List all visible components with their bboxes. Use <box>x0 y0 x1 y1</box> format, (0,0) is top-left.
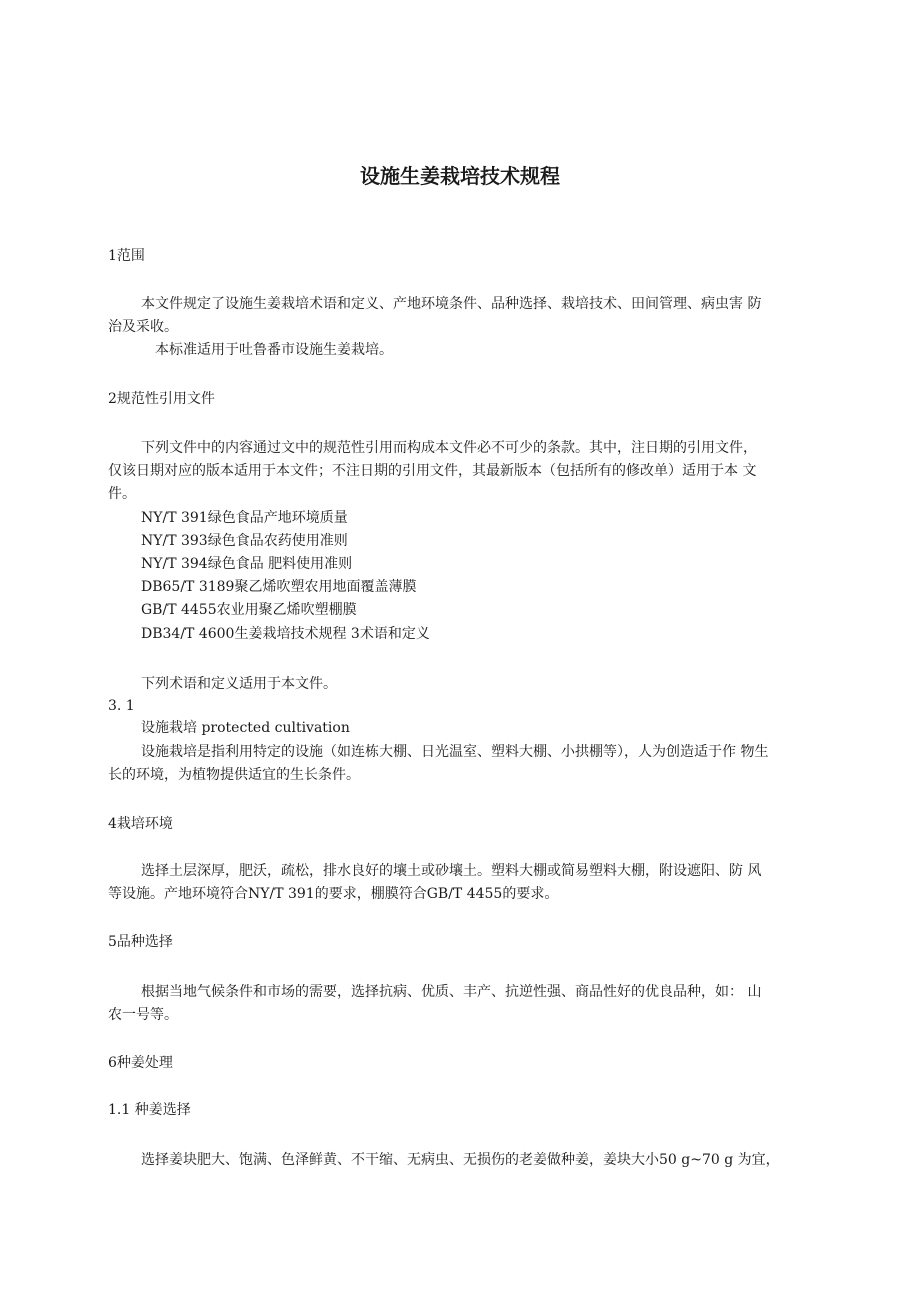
section-5-paragraph-line-2: 农一号等。 <box>108 1007 178 1023</box>
section-4-paragraph-line-2: 等设施。产地环境符合NY/T 391的要求，棚膜符合GB/T 4455的要求。 <box>108 886 559 902</box>
section-2-paragraph-line-2: 仅该日期对应的版本适用于本文件；不注日期的引用文件，其最新版本（包括所有的修改单）适用于本 文 <box>108 463 757 479</box>
section-1-paragraph-line-2: 治及采收。 <box>108 319 178 335</box>
section-1-heading: 1范围 <box>108 248 145 264</box>
section-1-paragraph-line-1: 本文件规定了设施生姜栽培术语和定义、产地环境条件、品种选择、栽培技术、田间管理、病虫害 防 <box>141 296 762 312</box>
section-5-paragraph-line-1: 根据当地气候条件和市场的需要，选择抗病、优质、丰产、抗逆性强、商品性好的优良品种，如： 山 <box>141 984 762 1000</box>
reference-item: NY/T 393绿色食品农药使用准则 <box>141 533 348 549</box>
section-2-paragraph-line-1: 下列文件中的内容通过文中的规范性引用而构成本文件必不可少的条款。其中，注日期的引用文件， <box>141 440 757 456</box>
section-5-heading: 5品种选择 <box>108 934 173 950</box>
subsection-paragraph-line-1: 选择姜块肥大、饱满、色泽鲜黄、不干缩、无病虫、无损伤的老姜做种姜，姜块大小50 g~70 g 为宜， <box>141 1152 780 1168</box>
reference-item: NY/T 391绿色食品产地环境质量 <box>141 510 348 526</box>
reference-item: DB65/T 3189聚乙烯吹塑农用地面覆盖薄膜 <box>141 579 417 595</box>
term-number: 3. 1 <box>108 698 135 714</box>
section-2-heading: 2规范性引用文件 <box>108 391 215 407</box>
section-3-intro: 下列术语和定义适用于本文件。 <box>141 676 337 692</box>
section-4-heading: 4栽培环境 <box>108 816 173 832</box>
section-2-paragraph-line-3: 件。 <box>108 486 136 502</box>
reference-item: GB/T 4455农业用聚乙烯吹塑棚膜 <box>141 602 357 618</box>
section-1-scope-statement: 本标准适用于吐鲁番市设施生姜栽培。 <box>155 342 393 358</box>
subsection-heading: 1.1 种姜选择 <box>108 1102 191 1118</box>
reference-item: DB34/T 4600生姜栽培技术规程 3术语和定义 <box>141 626 430 642</box>
term-definition-line-2: 长的环境，为植物提供适宜的生长条件。 <box>108 767 360 783</box>
section-6-heading: 6种姜处理 <box>108 1055 173 1071</box>
reference-item: NY/T 394绿色食品 肥料使用准则 <box>141 556 353 572</box>
document-title: 设施生姜栽培技术规程 <box>360 164 560 188</box>
section-4-paragraph-line-1: 选择土层深厚，肥沃，疏松，排水良好的壤土或砂壤土。塑料大棚或简易塑料大棚，附设遮阳、防 风 <box>141 863 762 879</box>
term-definition-line-1: 设施栽培是指利用特定的设施（如连栋大棚、日光温室、塑料大棚、小拱棚等），人为创造适于作 物生 <box>141 744 769 760</box>
term-name: 设施栽培 protected cultivation <box>141 720 350 736</box>
